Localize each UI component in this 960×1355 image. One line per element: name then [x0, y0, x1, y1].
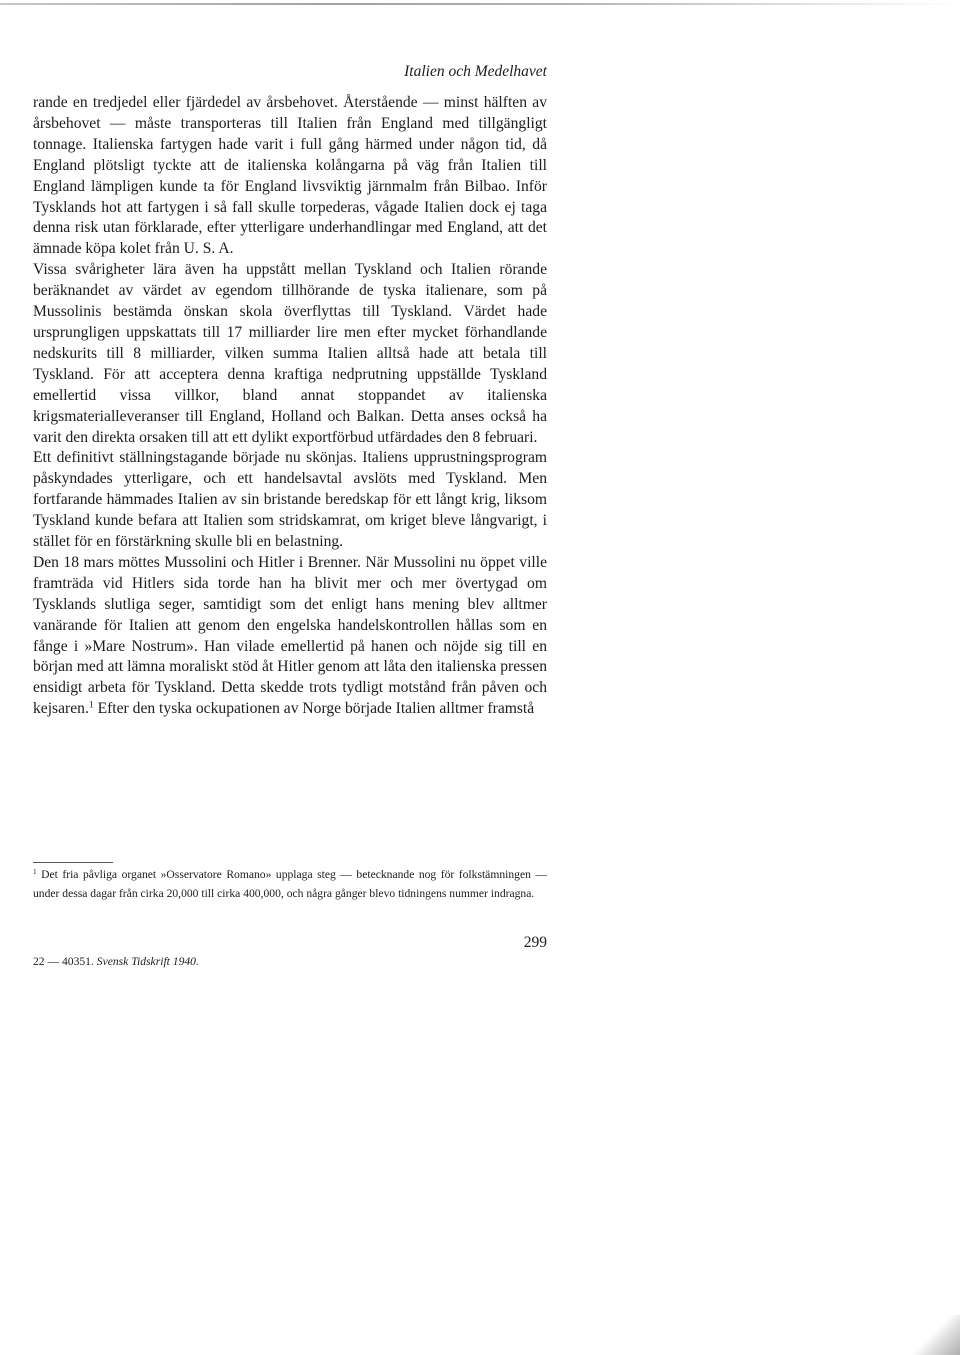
- printer-signature: [33, 955, 199, 968]
- footnote: [33, 866, 547, 903]
- page-number: 299: [523, 934, 547, 951]
- footnote-reference: 1: [88, 699, 94, 711]
- running-head: Italien och Medelhavet: [404, 63, 547, 80]
- scan-corner-shadow: [890, 1315, 960, 1355]
- footnote-divider: [33, 862, 113, 863]
- body-text: [33, 93, 547, 720]
- footnote-text: Det fria påvliga organet »Osservatore Romano» upplaga steg — betecknande nog för folkstämningen — under dessa dagar från cirka 20,000 till cirka 400,000, och några gånger blevo tidningens nummer indragna.: [33, 868, 547, 900]
- paragraph-text-tail: Efter den tyska ockupationen av Norge började Italien alltmer framstå: [93, 700, 535, 718]
- footnotes: [33, 866, 547, 903]
- footnote-marker: 1: [33, 868, 37, 877]
- paragraph: rande en tredjedel eller fjärdedel av årsbehovet. Återstående — minst hälften av årsbehovet — måste transporteras till Italien från England med tillgängligt tonnage. Italienska fartygen hade varit i full gång härmed under någon tid, då England plötsligt tyckte att de italienska kolångarna på väg från Italien till England lämpligen kunde ta för England livsviktig järnmalm från Bilbao. Inför Tysklands hot att fartygen i så fall skulle torpederas, vågade Italien dock ej taga denna risk utan förklarade, efter ytterligare underhandlingar med England, att det ämnade köpa kolet från U. S. A.: [33, 94, 547, 258]
- scan-edge-line: [0, 3, 960, 5]
- paragraph: [33, 553, 547, 720]
- signature-prefix: 22 — 40351.: [33, 955, 94, 968]
- paragraph-text: Den 18 mars möttes Mussolini och Hitler i Brenner. När Mussolini nu öppet ville framträda vid Hitlers sida torde han ha blivit mer och mer övertygad om Tysklands slutliga seger, samtidigt som det enligt hans mening blev alltmer vanärande för Italien att genom den engelska handelskontrollen hållas som en fånge i »Mare Nostrum». Han vilade emellertid på hanen och nöjde sig till en början med att lämna moraliskt stöd åt Hitler genom att låta den italienska pressen ensidigt arbeta för Tyskland. Detta skedde trots tydligt motstånd från påven och kejsaren.: [33, 553, 547, 718]
- paragraph: Vissa svårigheter lära även ha uppstått mellan Tyskland och Italien rörande beräknandet av värdet av egendom tillhörande de tyska italienare, som på Mussolinis bestämda önskan skola överflyttas till Tyskland. Värdet hade ursprungligen uppskattats till 17 milliarder lire men efter mycket förhandlande nedskurits till 8 milliarder, vilken summa Italien alltså hade att betala till Tyskland. För att acceptera denna kraftiga nedprutning uppställde Tyskland emellertid vissa villkor, bland annat stoppandet av italienska krigsmaterialleveranser till England, Holland och Balkan. Detta anses också ha varit den direkta orsaken till att ett dylikt exportförbud utfärdades den 8 februari.: [33, 261, 547, 446]
- signature-journal: Svensk Tidskrift 1940.: [96, 955, 199, 968]
- paragraph: Ett definitivt ställningstagande började nu skönjas. Italiens upprustningsprogram påskyndades ytterligare, och ett handelsavtal avslöts med Tyskland. Men fortfarande hämmades Italien av sin bristande beredskap för ett långt krig, liksom Tyskland kunde befara att Italien som stridskamrat, om kriget bleve långvarigt, i stället för en förstärkning skulle bli en belastning.: [33, 449, 547, 551]
